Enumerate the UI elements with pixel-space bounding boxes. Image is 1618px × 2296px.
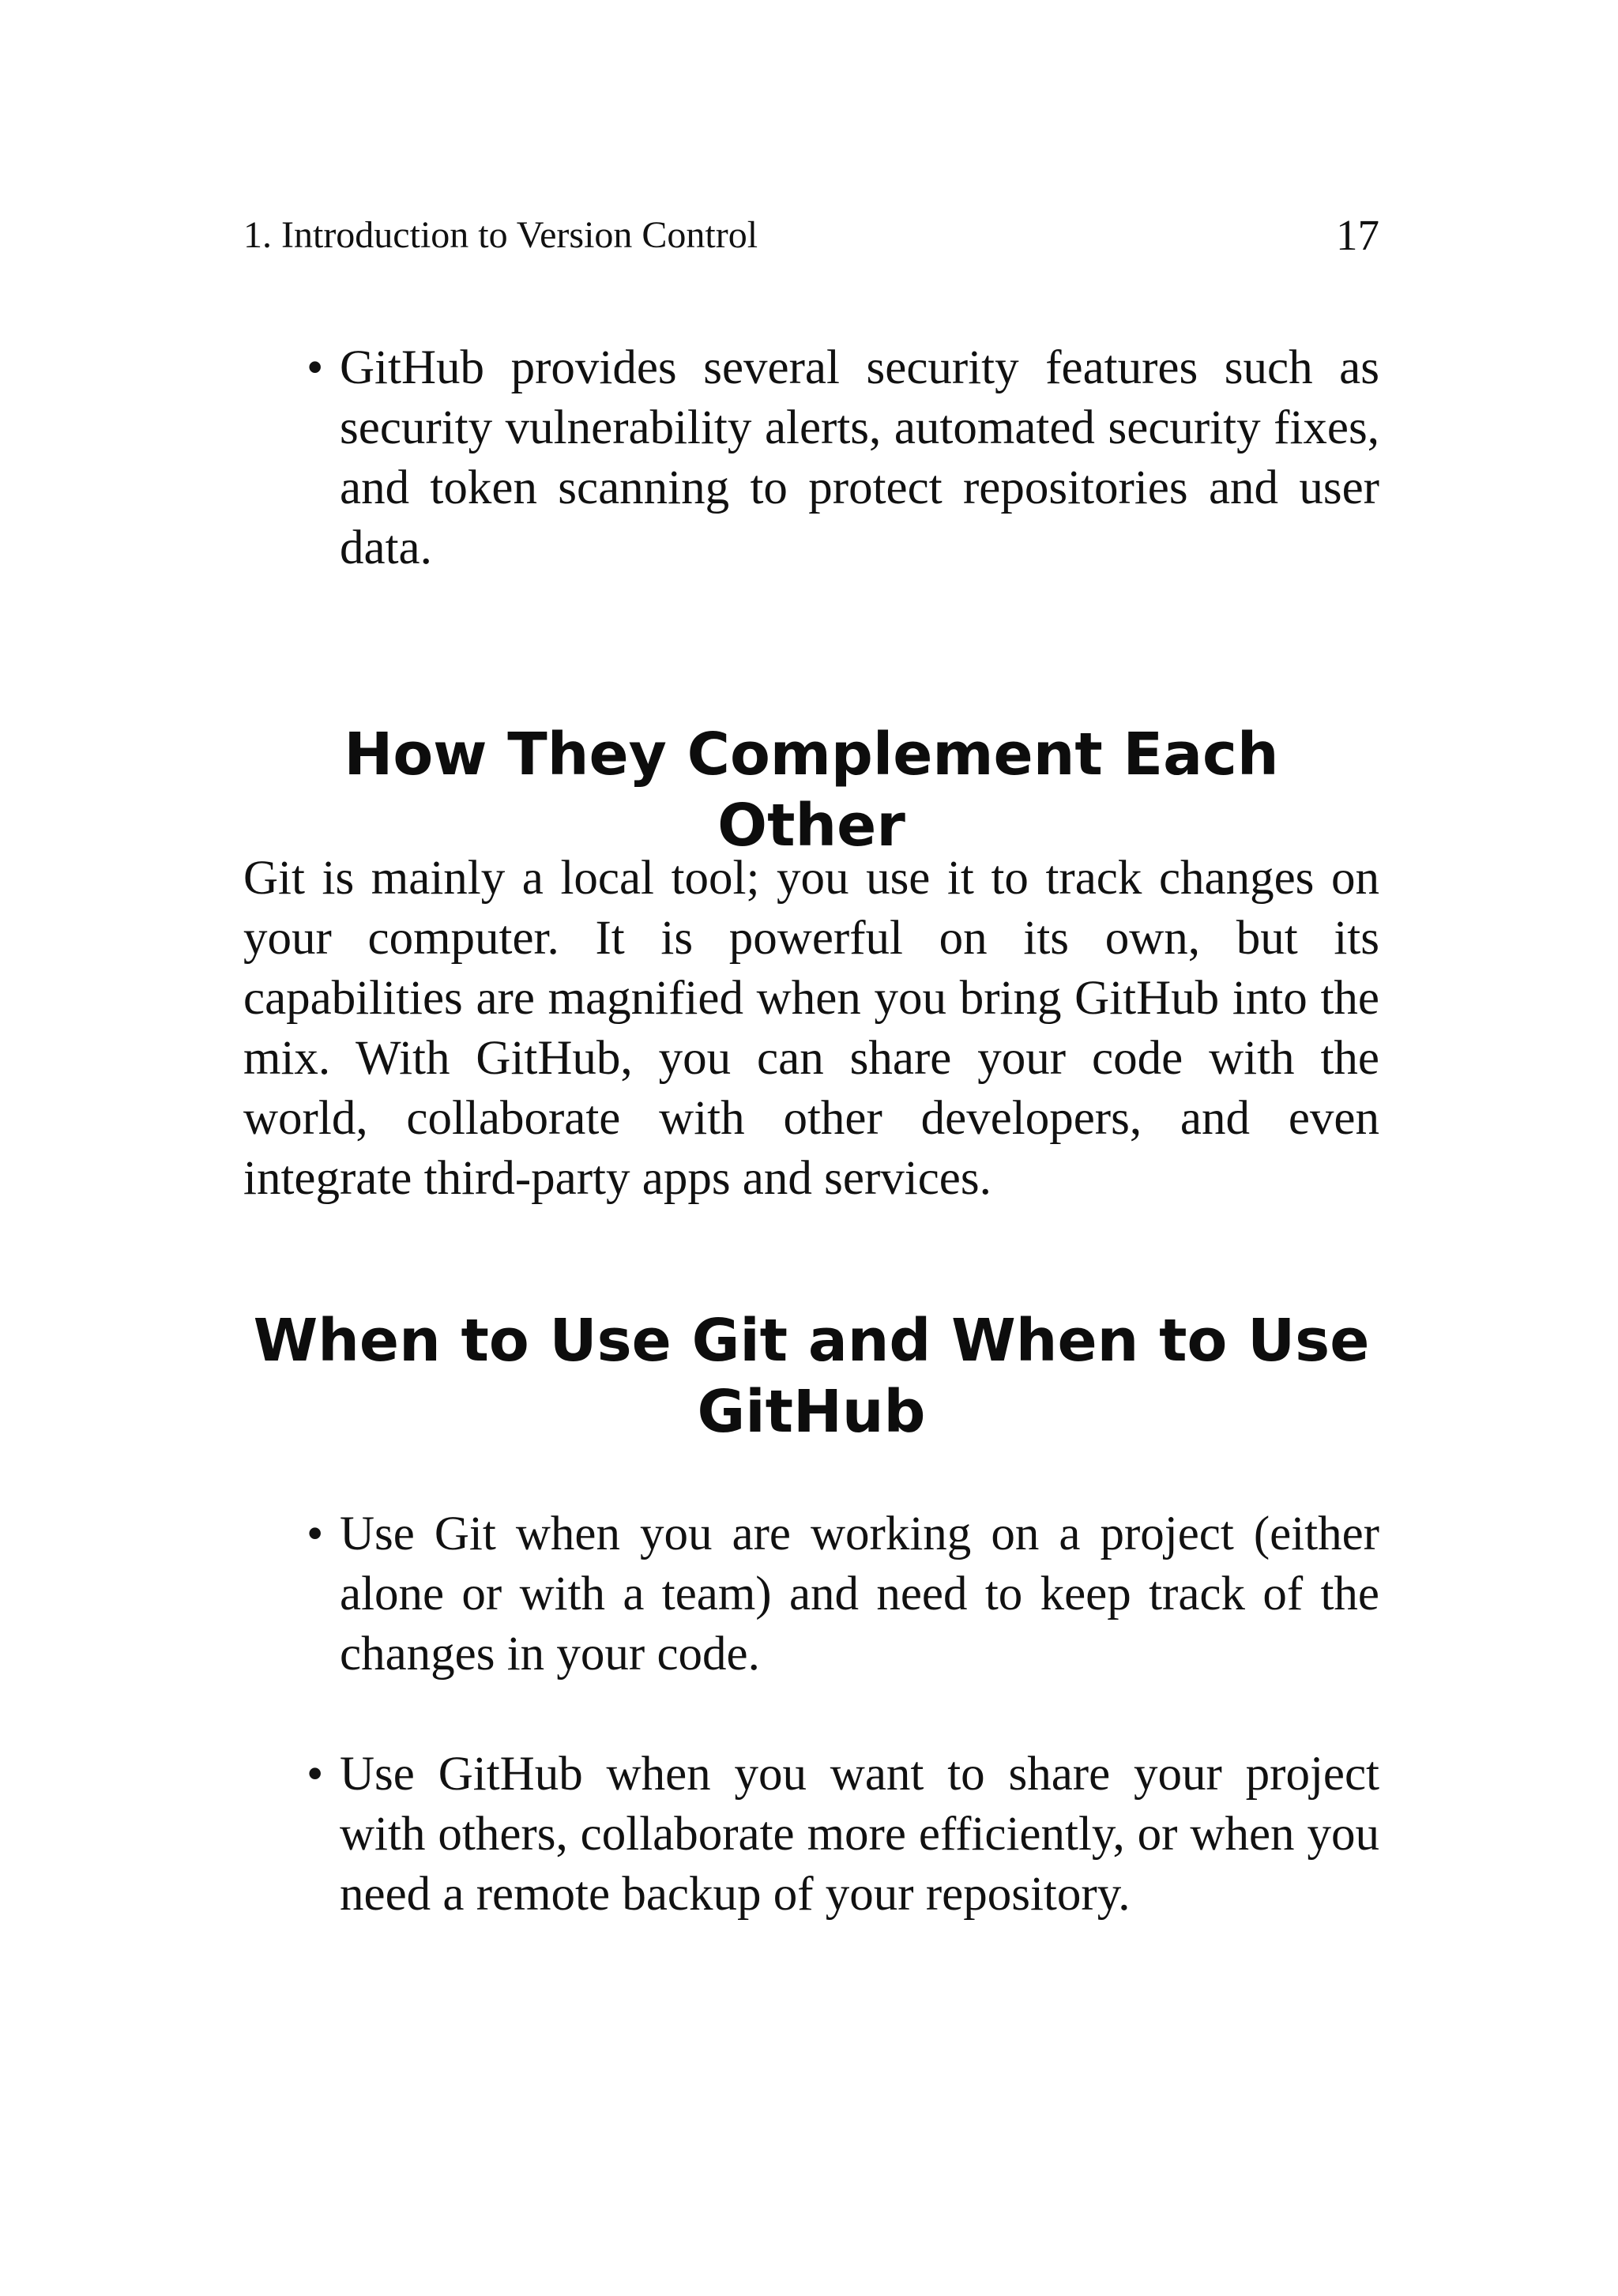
section-heading-when-to-use: When to Use Git and When to Use GitHub: [253, 1307, 1370, 1446]
list-item: [243, 1745, 1379, 1925]
bullet-icon: •: [307, 1507, 324, 1560]
usage-bullet-list: [243, 1504, 1379, 1925]
bullet-icon: •: [307, 341, 324, 394]
section-heading-complement: How They Complement Each Other: [344, 721, 1279, 860]
security-bullet-list: [243, 338, 1379, 578]
chapter-title: 1. Introduction to Version Control: [243, 214, 758, 256]
list-item-text: GitHub provides several security features such as security vulnerability alerts, automated security fixes, and token scanning to protect repositories and user data.: [340, 341, 1379, 574]
list-item-text: Use GitHub when you want to share your project with others, collaborate more efficiently, or when you need a remote backup of your repository.: [340, 1748, 1379, 1921]
page-number: 17: [1336, 211, 1379, 259]
running-header: [243, 213, 1379, 269]
section-paragraph: Git is mainly a local tool; you use it to track changes on your computer. It is powerful on its own, but its capabilities are magnified when you bring GitHub into the mix. With GitHub, you can share your code with the world, collaborate with other developers, and even integrate third-party apps and services.: [243, 852, 1379, 1205]
list-item: [243, 1504, 1379, 1684]
bullet-icon: •: [307, 1748, 324, 1801]
list-item-text: Use Git when you are working on a project (either alone or with a team) and need to keep track of the changes in your code.: [340, 1507, 1379, 1681]
list-item: [243, 338, 1379, 578]
